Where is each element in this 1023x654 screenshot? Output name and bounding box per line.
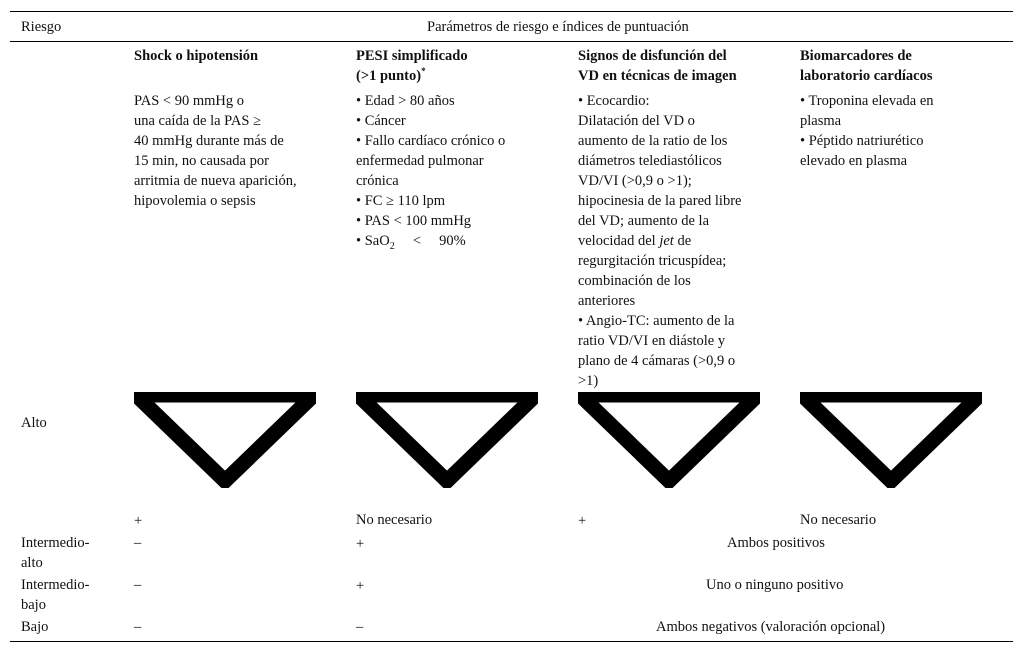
down-triangle-icon (578, 392, 760, 488)
intermedio-alto-col2-value: + (356, 536, 365, 552)
header-params-label: Parámetros de riesgo e índices de puntuación (427, 19, 689, 35)
alto-col4-value: No necesario (800, 512, 877, 528)
col3-title: Signos de disfunción del VD en técnicas de imagen (578, 48, 737, 84)
intermedio-alto-col34-value: Ambos positivos (727, 535, 825, 551)
footnote-mark: * (421, 66, 426, 77)
header-bottom-rule (10, 41, 1013, 42)
row-label-intermedio-alto: Intermedio- alto (21, 535, 90, 571)
alto-col1-value: + (134, 513, 143, 529)
bajo-col1-value: – (134, 619, 142, 635)
intermedio-alto-col1-value: – (134, 535, 142, 551)
col1-title: Shock o hipotensión (134, 48, 259, 64)
bajo-col2-value: – (356, 619, 364, 635)
intermedio-bajo-col1-value: – (134, 577, 142, 593)
down-triangle-icon (356, 392, 538, 488)
row-label-intermedio-bajo: Intermedio- bajo (21, 577, 90, 613)
table-bottom-rule (10, 641, 1013, 642)
col2-body: • Edad > 80 años • Cáncer • Fallo cardíaco crónico o enfermedad pulmonar crónica • FC ≥ 110 lpm • PAS < 100 mmHg • SaO$_2$ < 90% (356, 93, 506, 252)
header-risk-label: Riesgo (21, 19, 62, 35)
row-label-alto: Alto (21, 415, 47, 431)
bajo-col34-value: Ambos negativos (valoración opcional) (656, 619, 886, 635)
col4-body: • Troponina elevada en plasma • Péptido natriurético elevado en plasma (800, 93, 934, 169)
alto-col2-value: No necesario (356, 512, 433, 528)
col3-body: • Ecocardio: Dilatación del VD o aumento de la ratio de los diámetros telediastólicos VD/VI (>0,9 o >1); hipocinesia de la pared libre del VD; aumento de la velocidad del jet de regurgitación tricuspídea; combinación de los anteriores • Angio-TC: aumento de la ratio VD/VI en diástole y plano de 4 cámaras (>0,9 o >1) (578, 93, 742, 389)
col2-title: PESI simplificado (>1 punto)* (356, 48, 468, 84)
intermedio-bajo-col2-value: + (356, 578, 365, 594)
col1-body: PAS < 90 mmHg o una caída de la PAS ≥ 40 mmHg durante más de 15 min, no causada por arritmia de nueva aparición, hipovolemia o sepsis (134, 93, 297, 209)
down-triangle-icon (800, 392, 982, 488)
col4-title: Biomarcadores de laboratorio cardíacos (800, 48, 933, 84)
intermedio-bajo-col34-value: Uno o ninguno positivo (706, 577, 844, 593)
row-label-bajo: Bajo (21, 619, 49, 635)
table-top-rule (10, 11, 1013, 12)
alto-col3-value: + (578, 513, 587, 529)
down-triangle-icon (134, 392, 316, 488)
